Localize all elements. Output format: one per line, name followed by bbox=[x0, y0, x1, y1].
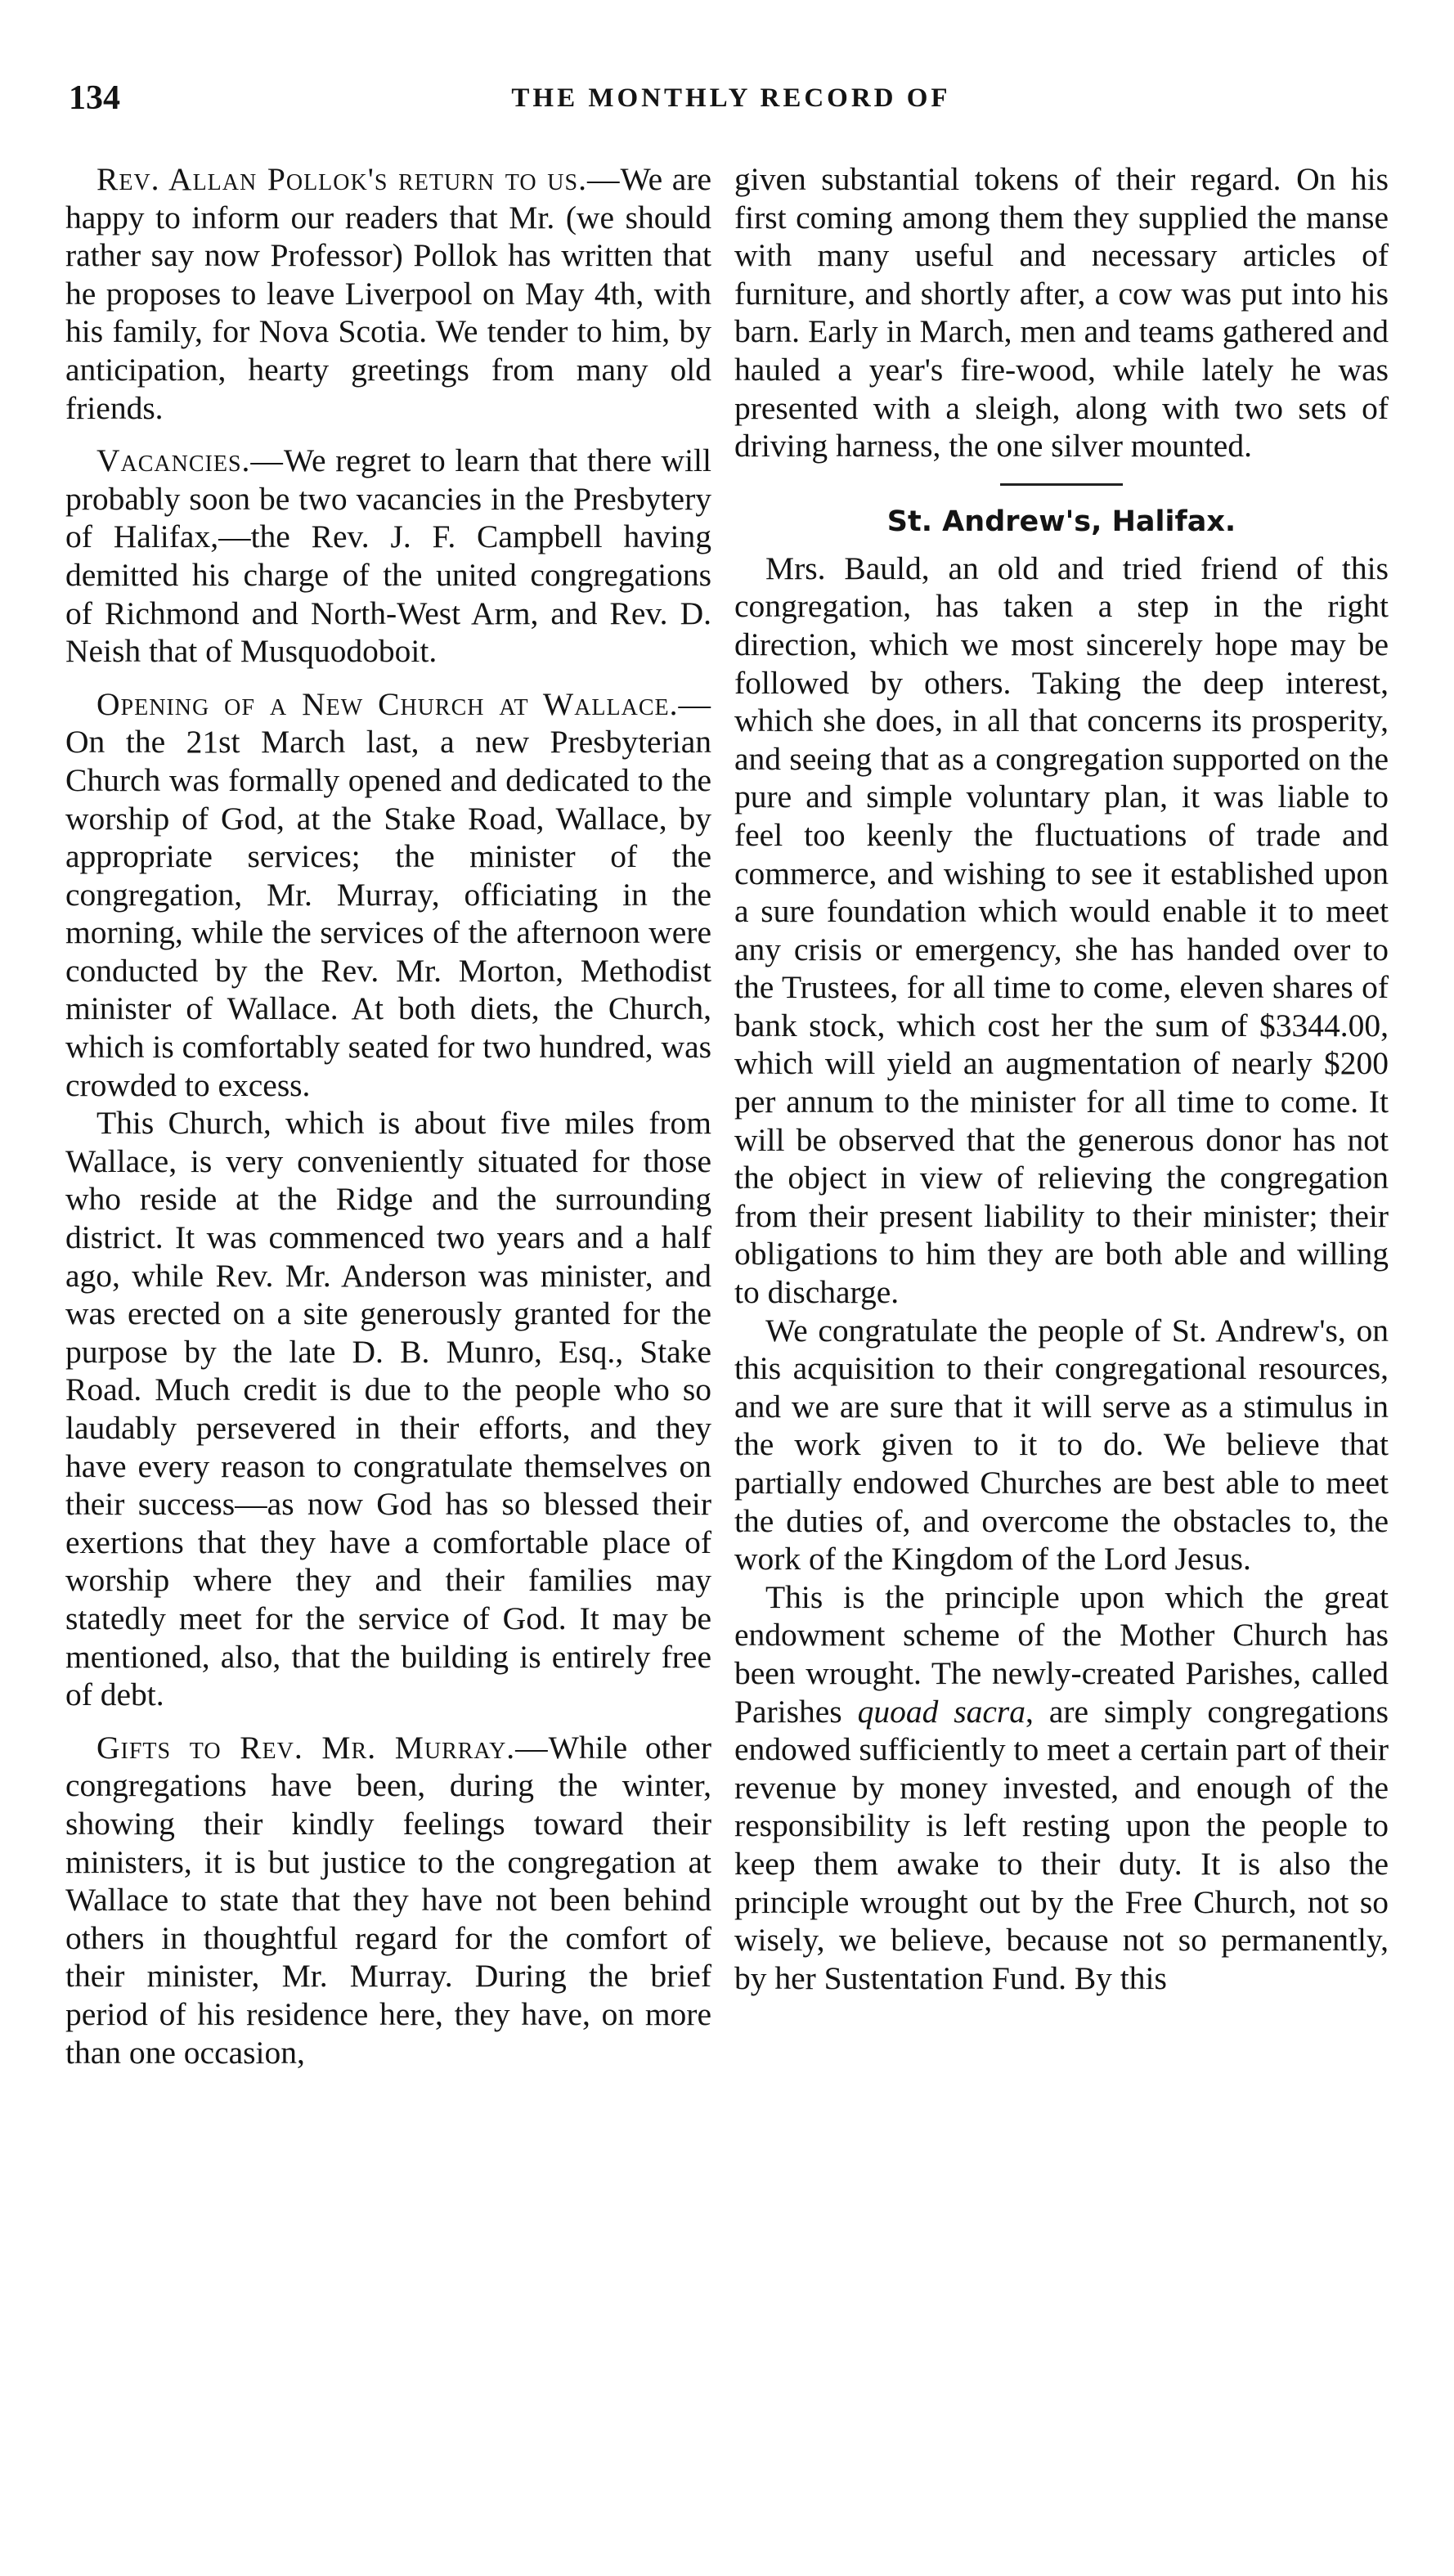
article-heading: Rev. Allan Pollok's return to us.— bbox=[96, 161, 621, 197]
article-text: , are simply congregations endowed sufficiently to meet a certain part of their revenue by money invested, and enough of the responsibility is left resting upon the people to keep them awake to their duty. It is also the principle wrought out by the Free Church, not so wisely, we believe, because not so permanently, by her Sustentation Fund. By this bbox=[734, 1693, 1389, 1996]
article-body: While other congregations have been, during the winter, showing their kindly feelings toward their ministers, it is but justice to the congregation at Wallace to state that they have not been behind others in thoughtful regard for the comfort of their minister, Mr. Murray. During the brief period of his residence here, they have, on more than one occasion, bbox=[65, 1729, 711, 2071]
section-heading: St. Andrew's, Halifax. bbox=[886, 505, 1236, 538]
article-heading: Gifts to Rev. Mr. Murray.— bbox=[96, 1729, 549, 1766]
article-body: We regret to learn that there will probably soon be two vacancies in the Presbytery of Halifax,—the Rev. J. F. Campbell having demitted his charge of the united congregations of Richmond and North-West Arm, and Rev. D. Neish that of Musquodoboit. bbox=[65, 442, 711, 670]
article-heading: Opening of a New Church at Wallace.— bbox=[96, 685, 711, 722]
article-paragraph bbox=[65, 685, 711, 1105]
article-paragraph: This Church, which is about five miles from Wallace, is very conveniently situated for those who reside at the Ridge and the surrounding district. It was commenced two years and a half ago, while Rev. Mr. Anderson was minister, and was erected on a site generously granted for the purpose by the late D. B. Munro, Esq., Stake Road. Much credit is due to the people who so laudably persevered in their efforts, and they have every reason to congratulate themselves on their success—as now God has so blessed their exertions that they have a comfortable place of worship where they and their families may statedly meet for the service of God. It may be mentioned, also, that the building is entirely free of debt. bbox=[65, 1105, 711, 1713]
article-paragraph bbox=[65, 442, 711, 671]
article-paragraph bbox=[734, 1578, 1389, 1998]
section-divider bbox=[1000, 483, 1123, 486]
running-header bbox=[69, 79, 1393, 128]
running-title: THE MONTHLY RECORD OF bbox=[511, 83, 951, 113]
article-italic-text: quoad sacra bbox=[857, 1693, 1026, 1730]
article-paragraph bbox=[65, 160, 711, 427]
article-vacancies bbox=[65, 442, 711, 671]
article-paragraph: We congratulate the people of St. Andrew's, on this acquisition to their congregational resources, and we are sure that it will serve as a stimulus in the work given to it to do. We believe that partially endowed Churches are best able to meet the duties of, and overcome the obstacles to, the work of the Kingdom of the Lord Jesus. bbox=[734, 1312, 1389, 1577]
article-wallace-church bbox=[65, 685, 711, 1714]
article-body: We are happy to inform our readers that Mr. (we should rather say now Professor) Pollok has written that he proposes to leave Liverpool on May 4th, with his family, for Nova Scotia. We tender to him, by anticipation, hearty greetings from many old friends. bbox=[65, 161, 711, 426]
article-paragraph bbox=[65, 1729, 711, 2071]
article-gifts-murray bbox=[65, 1729, 711, 2071]
article-heading: Vacancies.— bbox=[96, 442, 284, 479]
right-column bbox=[734, 160, 1389, 1997]
article-continuation: given substantial tokens of their regard. On his first coming among them they supplied the manse with many useful and necessary articles of furniture, and shortly after, a cow was put into his barn. Early in March, men and teams gathered and hauled a year's fire-wood, while lately he was presented with a sleigh, along with two sets of driving harness, the one silver mounted. bbox=[734, 161, 1389, 464]
article-paragraph: Mrs. Bauld, an old and tried friend of this congregation, has taken a step in the right direction, which we most sincerely hope may be followed by others. Taking the deep interest, which she does, in all that concerns its prosperity, and seeing that as a congregation supported on the pure and simple voluntary plan, it was liable to feel too keenly the fluctuations of trade and commerce, and wishing to see it established upon a sure foundation which would enable it to meet any crisis or emergency, she has handed over to the Trustees, for all time to come, eleven shares of bank stock, which cost her the sum of $3344.00, which will yield an augmentation of nearly $200 per annum to the minister for all time to come. It will be observed that the generous donor has not the object in view of relieving the congregation from their present liability to their minister; their obligations to him they are both able and willing to discharge. bbox=[734, 550, 1389, 1311]
page-number: 134 bbox=[69, 79, 120, 117]
article-pollok-return bbox=[65, 160, 711, 427]
article-text: This is the principle upon which the great endowment scheme of the Mother Church has been wrought. The newly-created Parishes, called Parishes bbox=[734, 1578, 1389, 1730]
left-column bbox=[65, 160, 711, 2071]
article-body: On the 21st March last, a new Presbyterian Church was formally opened and dedicated to the worship of God, at the Stake Road, Wallace, by appropriate services; the minister of the congregation, Mr. Murray, officiating in the morning, while the services of the afternoon were conducted by the Rev. Mr. Morton, Methodist minister of Wallace. At both diets, the Church, which is comfortably seated for two hundred, was crowded to excess. bbox=[65, 724, 711, 1103]
